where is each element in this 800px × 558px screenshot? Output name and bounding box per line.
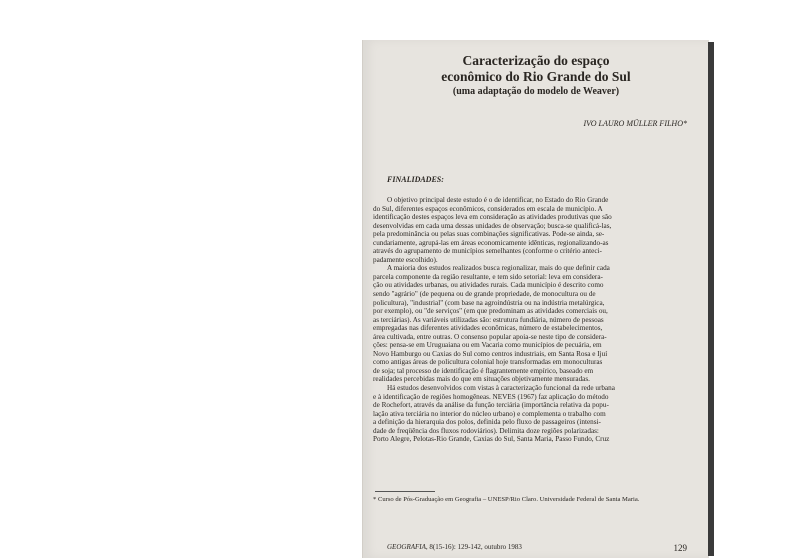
subtitle: (uma adaptação do modelo de Weaver) [452, 86, 620, 97]
body-line: ção ou atividades urbanas, ou atividades rurais. Cada município é descrito como [373, 281, 604, 290]
body-line: através do agrupamento de municípios semelhantes (conforme o critério anteci- [373, 247, 602, 256]
body-line: Porto Alegre, Pelotas-Rio Grande, Caxias do Sul, Santa Maria, Passo Fundo, Cruz [373, 435, 610, 444]
body-line: Há estudos desenvolvidos com vistas à caracterização funcional da rede urbana [387, 384, 615, 393]
journal-name: GEOGRAFIA [387, 543, 426, 551]
body-line: O objetivo principal deste estudo é o de identificar, no Estado do Rio Grande [387, 196, 609, 204]
body-line: policultura), "industrial" (com base na agroindústria ou na indústria metalúrgica, [373, 298, 605, 307]
body-line: as terciárias). As variáveis utilizadas são: estrutura fundiária, número de pessoas [373, 315, 604, 324]
body-line: do Sul, diferentes espaços econômicos, considerados em escala de município. A [373, 204, 603, 213]
body-line: e à identificação de regiões homogêneas. NEVES (1967) faz aplicação do método [373, 392, 609, 401]
body-line: de Rochefort, através da análise da função terciária (importância relativa da popu- [373, 401, 609, 410]
body-line: identificação destes espaços leva em consideração as atividades produtivas que são [373, 213, 612, 222]
body-line: empregadas nas diferentes atividades econômicas, número de estabelecimentos, [373, 324, 603, 333]
footnote: * Curso de Pós-Graduação em Geografia – UNESP/Rio Claro. Universidade Federal de Santa Maria. [373, 496, 640, 503]
body-line: realidades percebidas mais do que em situações objetivamente mensuradas. [373, 375, 590, 384]
journal-citation [387, 543, 522, 551]
page-edge-shadow [708, 42, 714, 556]
journal-issue: , 8(15-16): 129-142, outubro 1983 [425, 543, 522, 551]
body-line: Novo Hamburgo ou Caxias do Sul como centros industriais, em Santa Rosa e Ijuí [373, 349, 608, 358]
title-line-2: econômico do Rio Grande do Sul [441, 69, 631, 84]
body-line: dade de freqüência dos fluxos rodoviários). Delimita doze regiões polarizadas: [373, 426, 599, 435]
author: IVO LAURO MÜLLER FILHO* [583, 119, 687, 128]
body-line: A maioria dos estudos realizados busca regionalizar, mais do que definir cada [387, 264, 610, 273]
body-line: padamente escolhido). [373, 255, 438, 264]
body-line: por exemplo), ou "de serviços" (em que predominam as atividades comerciais ou, [373, 307, 608, 316]
body-line: cundariamente, agrupá-las em áreas economicamente idênticas, regionalizando-as [373, 238, 609, 247]
body-line: desenvolvidas em cada uma dessas unidades de observação; busca-se qualificá-las, [373, 221, 612, 230]
document-page [362, 40, 709, 558]
body-text [373, 196, 691, 444]
body-line: pela predominância ou pelas suas combinações significativas. Pode-se ainda, se- [373, 230, 605, 239]
body-line: lação ativa terciária no interior do núcleo urbano) e complementa o trabalho com [373, 409, 606, 418]
footnote-rule [375, 491, 435, 492]
body-line: sendo "agrário" (de pequena ou de grande propriedade, de monocultura ou de [373, 290, 596, 299]
page-number: 129 [673, 543, 687, 553]
body-line: ções: pensa-se em Uruguaiana ou em Vacaria como municípios de pecuária, em [373, 341, 602, 350]
body-line: de soja; tal processo de identificação é flagrantemente empírico, baseado em [373, 366, 594, 375]
section-heading: FINALIDADES: [387, 175, 444, 184]
body-line: área cultivada, entre outras. O consenso popular apoia-se neste tipo de considera- [373, 332, 607, 341]
body-line: parcela componente da região resultante, e tem sido setorial: leva em considera- [373, 272, 603, 281]
body-line: como antigas áreas de policultura colonial hoje transformadas em monoculturas [373, 358, 603, 367]
body-line: a definição da hierarquia dos polos, definida pelo fluxo de passageiros (intensi- [373, 418, 601, 427]
title-line-1: Caracterização do espaço [462, 53, 610, 68]
